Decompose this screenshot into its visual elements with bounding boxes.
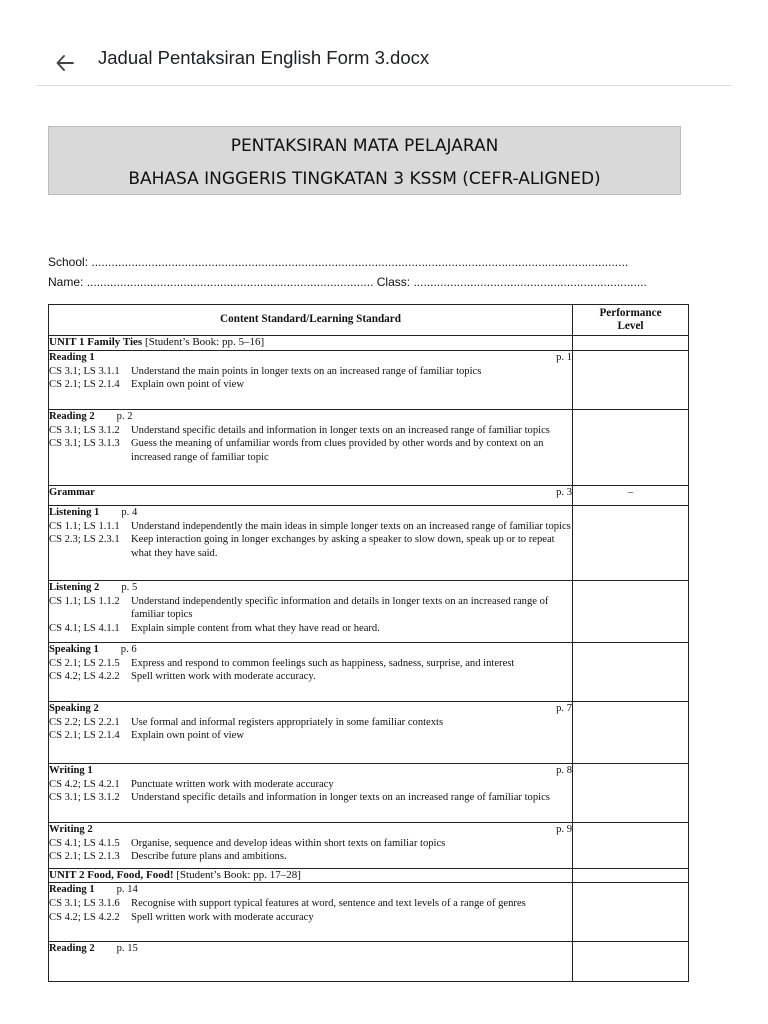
section-cell [49,409,573,485]
page-ref: p. 14 [116,884,138,895]
table-row [49,409,689,485]
section-title: Listening 1 [49,506,100,518]
section-cell [49,642,573,701]
unit-1-ref: [Student’s Book: pp. 5–16] [144,336,265,348]
standard-text: Guess the meaning of unfamiliar words from clues provided by other words and by context on an increased range of familiar topic [131,438,544,463]
standard-code: CS 4.2; LS 4.2.2 [49,911,120,923]
table-row [49,642,689,701]
banner-line-1: PENTAKSIRAN MATA PELAJARAN [230,136,499,156]
table-row [49,883,689,942]
performance-level-header [573,305,689,336]
performance-header-line-2: Level [617,320,644,332]
section-title: Reading 2 [49,943,95,954]
assessment-table [48,304,689,982]
unit-1-name: UNIT 1 Family Ties [49,336,143,348]
arrow-left-icon [55,53,75,73]
standard-line [49,365,572,379]
table-row [49,350,689,409]
standard-code: CS 4.2; LS 4.2.2 [49,671,120,682]
school-field [48,255,628,269]
standard-line [49,670,572,684]
standard-text: Recognise with support typical features at word, sentence and text levels of a range of genres [131,898,526,909]
standard-code: CS 1.1; LS 1.1.2 [49,595,120,607]
performance-cell[interactable] [573,350,689,409]
table-row [49,763,689,822]
standard-code: CS 3.1; LS 3.1.1 [49,365,120,377]
performance-cell[interactable] [573,868,689,883]
standard-code: CS 2.1; LS 2.1.5 [49,657,120,669]
performance-cell[interactable] [573,642,689,701]
page-ref: p. 3 [556,486,572,498]
section-title: Reading 2 [49,410,95,422]
page-ref: p. 9 [556,823,572,835]
name-class-field [48,275,647,289]
banner-line-2: BAHASA INGGERIS TINGKATAN 3 KSSM (CEFR-ALIGNED) [128,169,601,189]
standard-code: CS 1.1; LS 1.1.1 [49,520,120,532]
table-row [49,942,689,982]
table-row [49,580,689,642]
standard-text: Understand specific details and information in longer texts on an increased range of familiar topics [131,792,550,803]
table-header-row [49,305,689,336]
unit-row [49,336,689,351]
school-dotted-line: ................................................................................................................................................................. [91,255,629,269]
standard-code: CS 3.1; LS 3.1.3 [49,438,120,449]
section-cell [49,485,573,505]
unit-1-title [49,336,573,351]
standard-line [49,716,572,730]
name-label: Name: [48,275,84,289]
page-ref: p. 7 [556,702,572,714]
page-ref: p. 15 [116,943,138,954]
standard-text: Spell written work with moderate accuracy [131,911,314,923]
back-button[interactable] [50,48,80,78]
unit-row [49,868,689,883]
standard-text: Punctuate written work with moderate accuracy [131,778,334,790]
content-standard-header: Content Standard/Learning Standard [49,305,573,336]
page-ref: p. 4 [121,506,138,518]
page-ref: p. 1 [556,351,572,363]
page-ref: p. 8 [556,764,572,776]
page-ref: p. 2 [116,410,133,422]
standard-text: Understand the main points in longer texts on an increased range of familiar topics [131,365,482,377]
section-cell [49,822,573,868]
section-cell [49,350,573,409]
section-cell [49,580,573,642]
standard-text: Explain own point of view [131,379,244,390]
unit-2-title [49,868,573,883]
table-row [49,505,689,580]
title-banner [48,126,681,195]
class-dotted-line: ...................................................................... [413,275,647,289]
section-title: Listening 2 [49,581,100,593]
page-ref: p. 6 [120,643,137,655]
performance-cell[interactable] [573,822,689,868]
table-row [49,485,689,505]
app-bar [36,40,732,86]
performance-cell[interactable] [573,942,689,982]
section-cell [49,883,573,942]
performance-cell[interactable] [573,505,689,580]
standard-text: Organise, sequence and develop ideas within short texts on familiar topics [131,837,446,849]
standard-code: CS 2.1; LS 2.1.4 [49,379,120,390]
performance-cell[interactable] [573,763,689,822]
standard-text: Understand independently the main ideas in simple longer texts on an increased range of familiar topics [131,520,571,532]
standard-code: CS 2.1; LS 2.1.4 [49,730,120,741]
standard-code: CS 4.1; LS 4.1.1 [49,622,120,634]
standard-text: Explain own point of view [131,730,244,741]
standard-code: CS 3.1; LS 3.1.2 [49,792,120,803]
standard-code: CS 4.2; LS 4.2.1 [49,778,120,790]
section-title: Reading 1 [49,351,95,363]
document-title: Jadual Pentaksiran English Form 3.docx [98,47,430,68]
performance-cell[interactable] [573,701,689,763]
table-row [49,822,689,868]
table-row [49,701,689,763]
standard-code: CS 4.1; LS 4.1.5 [49,837,120,849]
standard-line [49,791,572,805]
standard-line [49,778,572,792]
performance-cell[interactable] [573,409,689,485]
standard-text: Explain simple content from what they have read or heard. [131,622,380,634]
standard-code: CS 3.1; LS 3.1.6 [49,898,120,909]
standard-line [49,533,572,560]
section-cell [49,505,573,580]
standard-line [49,657,572,671]
standard-line [49,911,572,925]
standard-line [49,897,572,911]
standard-line [49,520,572,534]
unit-2-ref: [Student’s Book: pp. 17–28] [176,868,301,881]
standard-line [49,729,572,743]
standard-text: Spell written work with moderate accuracy. [131,671,316,682]
class-label: Class: [376,275,411,289]
section-title: Speaking 2 [49,702,99,714]
standard-line [49,595,572,622]
standard-line [49,837,572,851]
section-cell [49,942,573,982]
performance-cell[interactable] [573,883,689,942]
standard-text: Understand specific details and information in longer texts on an increased range of familiar topics [131,424,550,436]
standard-code: CS 2.1; LS 2.1.3 [49,851,120,862]
standard-line [49,622,572,636]
section-title: Writing 2 [49,823,93,835]
performance-cell[interactable] [573,580,689,642]
performance-header-line-1: Performance [599,306,662,319]
standard-text: Use formal and informal registers appropriately in some familiar contexts [131,716,444,728]
standard-code: CS 2.2; LS 2.2.1 [49,716,120,728]
standard-text: Keep interaction going in longer exchanges by asking a speaker to slow down, speak up or to repeat what they have said. [131,534,555,559]
standard-line [49,424,572,438]
standard-line [49,437,572,464]
standard-code: CS 2.3; LS 2.3.1 [49,534,120,545]
section-title: Speaking 1 [49,643,99,655]
section-cell [49,701,573,763]
standard-text: Describe future plans and ambitions. [131,851,287,862]
page-ref: p. 5 [121,581,138,593]
performance-cell[interactable] [573,336,689,351]
performance-cell[interactable]: – [573,485,689,505]
standard-text: Understand independently specific information and details in longer texts on an increased range of familiar topics [131,595,549,620]
section-title: Grammar [49,486,95,498]
standard-line [49,850,572,864]
standard-line [49,378,572,392]
section-title: Reading 1 [49,884,95,895]
standard-code: CS 3.1; LS 3.1.2 [49,424,120,436]
school-label: School: [48,255,89,269]
section-cell [49,763,573,822]
standard-text: Express and respond to common feelings such as happiness, sadness, surprise, and interest [131,657,515,669]
unit-2-name: UNIT 2 Food, Food, Food! [49,868,174,881]
section-title: Writing 1 [49,764,93,776]
name-dotted-line: ...................................................................................... [86,275,374,289]
